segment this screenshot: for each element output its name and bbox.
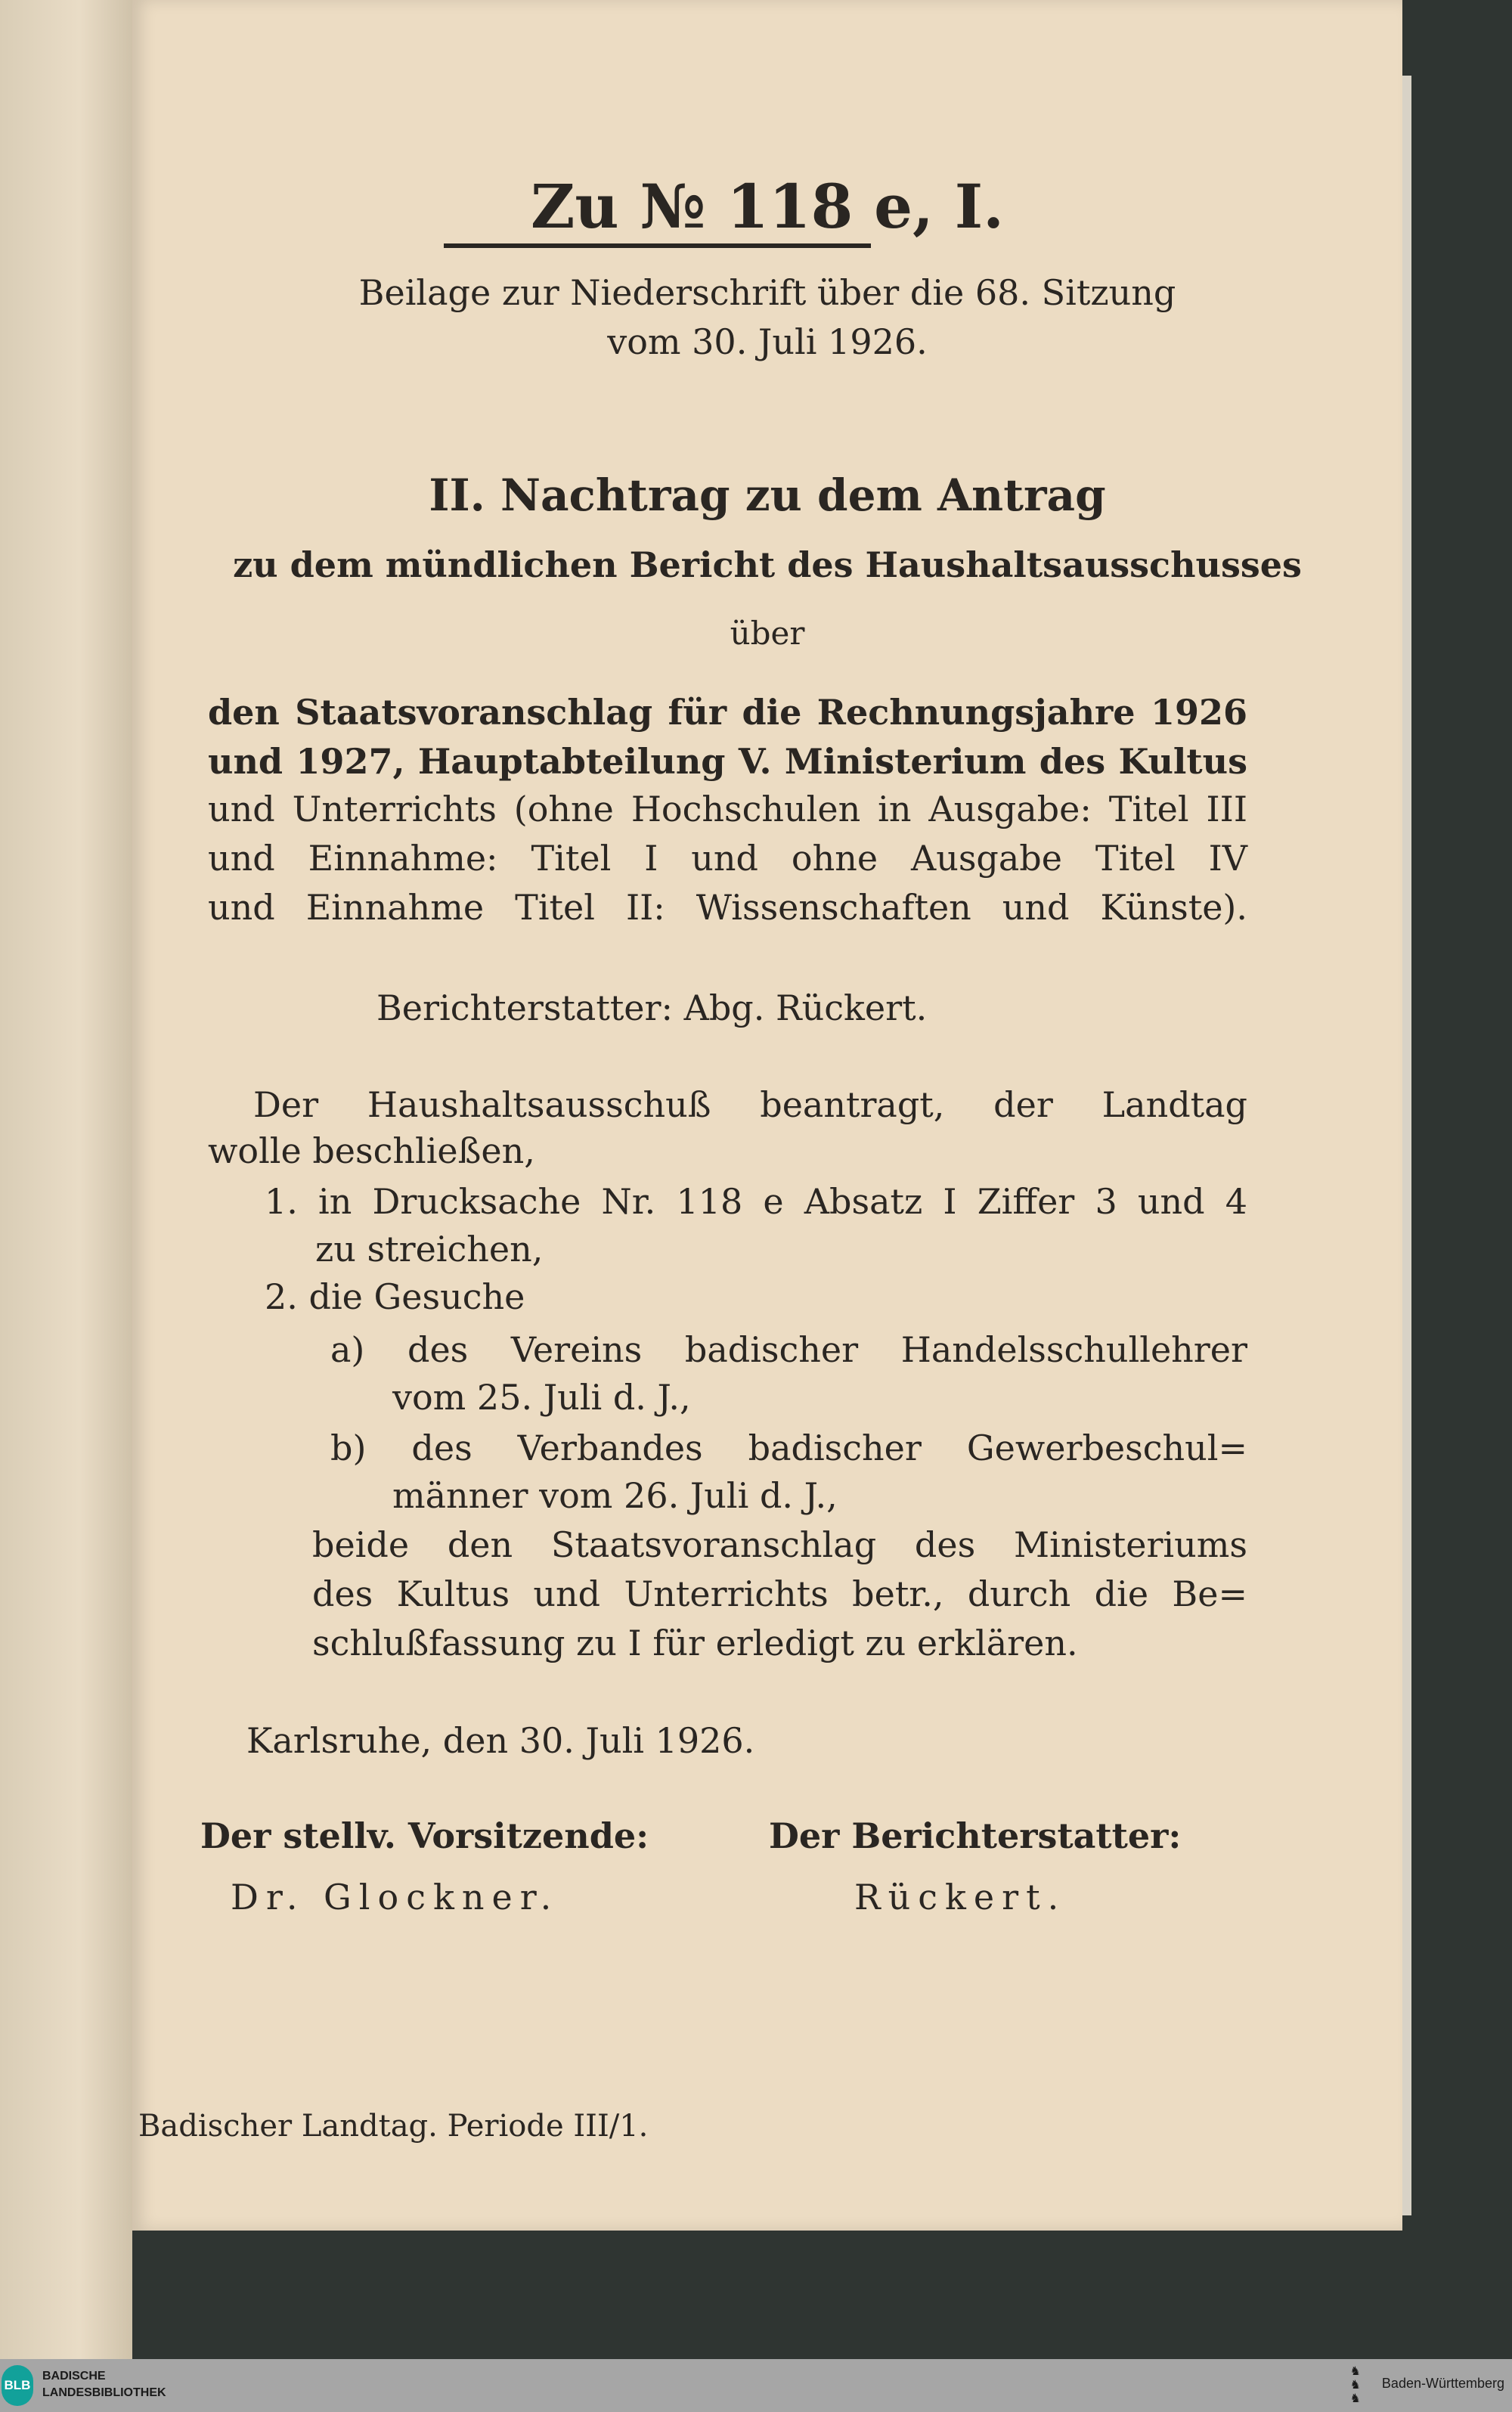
page-stack-edge xyxy=(1402,76,1411,2215)
coat-of-arms-icon: ♞ ♞ ♞ xyxy=(1349,2365,1361,2405)
library-name[interactable] xyxy=(42,2368,166,2401)
title-underline xyxy=(444,243,871,248)
library-name-line-1: BADISCHE xyxy=(42,2370,106,2383)
blb-logo[interactable]: BLB xyxy=(2,2365,33,2406)
item-1-cont: zu streichen, xyxy=(315,1229,544,1270)
place-date: Karlsruhe, den 30. Juli 1926. xyxy=(246,1720,755,1761)
item-2b-cont: männer vom 26. Juli d. J., xyxy=(392,1475,838,1516)
reporter-line: Berichterstatter: Abg. Rückert. xyxy=(376,987,928,1028)
item-2-tail: beide den Staatsvoranschlag des Ministeriums xyxy=(312,1524,1247,1565)
ueber-text: über xyxy=(730,615,805,652)
item-2: 2. die Gesuche xyxy=(265,1276,525,1317)
item-2-tail: schlußfassung zu I für erledigt zu erklären. xyxy=(312,1623,1078,1663)
body-line: Der Haushaltsausschuß beantragt, der Landtag xyxy=(253,1084,1247,1125)
footer-note: Badischer Landtag. Periode III/1. xyxy=(138,2109,649,2144)
baden-wuerttemberg-logo[interactable]: Baden-Württemberg xyxy=(1381,2376,1504,2391)
item-1: 1. in Drucksache Nr. 118 e Absatz I Ziffer 3 und 4 xyxy=(265,1181,1247,1222)
subject-line: und Einnahme: Titel I und ohne Ausgabe Titel IV xyxy=(208,838,1247,879)
subtitle-line-2: vom 30. Juli 1926. xyxy=(607,321,928,362)
section-heading: II. Nachtrag zu dem Antrag xyxy=(429,470,1106,521)
subject-line: und Unterrichts (ohne Hochschulen in Ausgabe: Titel III xyxy=(208,789,1247,829)
section-subheading: zu dem mündlichen Bericht des Haushaltsausschusses xyxy=(233,544,1302,585)
signature-left-name: Dr. Glockner. xyxy=(231,1877,559,1918)
item-2a-cont: vom 25. Juli d. J., xyxy=(392,1377,691,1418)
subject-line: und 1927, Hauptabteilung V. Ministerium des Kultus xyxy=(208,741,1247,782)
viewer-footer xyxy=(0,2359,1512,2412)
document-title: Zu № 118 e, I. xyxy=(531,171,1004,242)
body-line: wolle beschließen, xyxy=(208,1130,535,1171)
library-name-line-2: LANDESBIBLIOTHEK xyxy=(42,2386,166,2399)
subject-line: und Einnahme Titel II: Wissenschaften und Künste). xyxy=(208,887,1247,928)
subtitle-line-1: Beilage zur Niederschrift über die 68. Sitzung xyxy=(358,272,1176,313)
item-2-tail: des Kultus und Unterrichts betr., durch die Be= xyxy=(312,1573,1247,1614)
signature-left-label: Der stellv. Vorsitzende: xyxy=(200,1815,649,1856)
document-page xyxy=(132,0,1402,2231)
item-2a: a) des Vereins badischer Handelsschullehrer xyxy=(330,1329,1247,1370)
signature-right-label: Der Berichterstatter: xyxy=(769,1815,1182,1856)
subject-line: den Staatsvoranschlag für die Rechnungsjahre 1926 xyxy=(208,692,1247,733)
item-2b: b) des Verbandes badischer Gewerbeschul= xyxy=(330,1428,1247,1468)
left-page-edge xyxy=(0,0,132,2359)
signature-right-name: Rückert. xyxy=(854,1877,1067,1918)
